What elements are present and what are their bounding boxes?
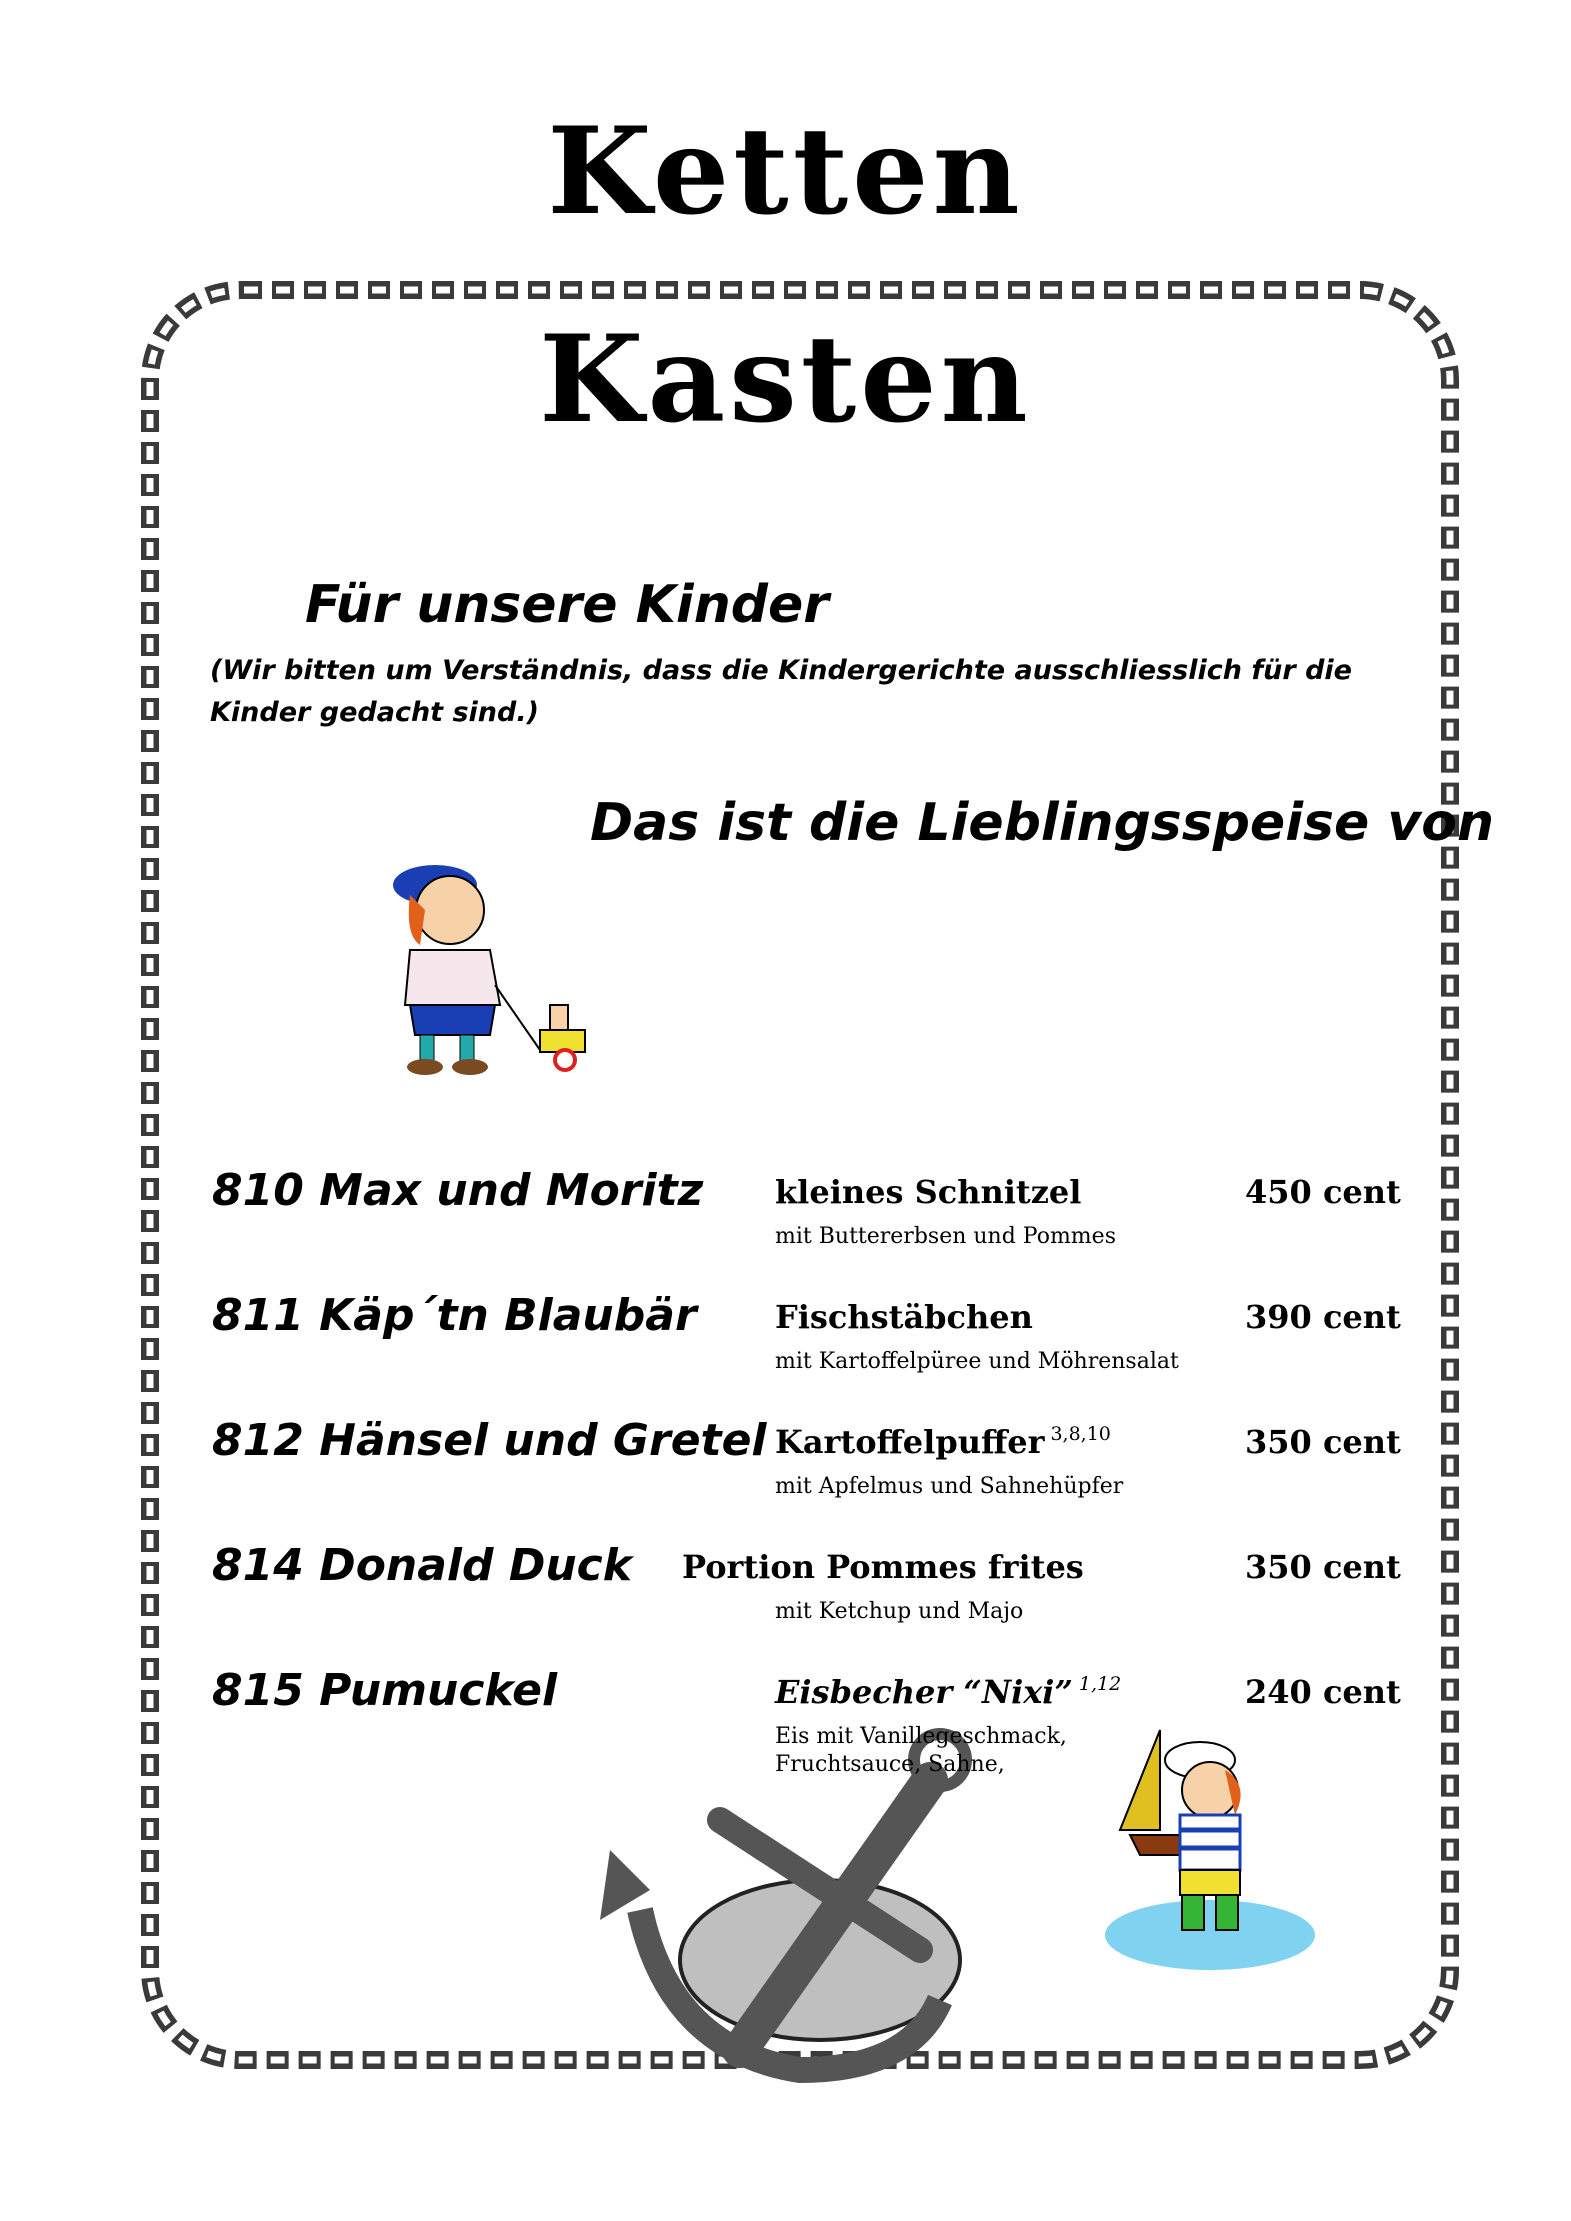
sailor-child-boat-illustration (1100, 1720, 1330, 1980)
section-heading: Für unsere Kinder (305, 575, 829, 635)
menu-item-814 (0, 1540, 1571, 1660)
menu-item-price: 350 cent (1245, 1423, 1401, 1461)
menu-item-name: 814 Donald Duck (212, 1540, 633, 1591)
menu-item-dish: Kartoffelpuffer $^{3,8,10}$ (775, 1423, 1111, 1461)
menu-item-name: 812 Hänsel und Gretel (212, 1415, 767, 1466)
menu-item-810 (0, 1165, 1571, 1285)
allergen-codes: 3,8,10 (1050, 1423, 1111, 1445)
menu-item-dish: Portion Pommes frites (682, 1548, 1084, 1586)
menu-item-811 (0, 1290, 1571, 1410)
menu-item-812 (0, 1415, 1571, 1535)
menu-item-price: 350 cent (1245, 1548, 1401, 1586)
menu-item-price: 390 cent (1245, 1298, 1401, 1336)
menu-item-dish: kleines Schnitzel (775, 1173, 1082, 1211)
menu-item-name: 815 Pumuckel (212, 1665, 558, 1716)
menu-item-name: 810 Max und Moritz (212, 1165, 704, 1216)
allergen-codes: 1,12 (1078, 1673, 1122, 1695)
menu-item-detail: Eis mit Vanillegeschmack, Fruchtsauce, Sahne, (775, 1724, 1067, 1777)
menu-item-detail: mit Apfelmus und Sahnehüpfer (775, 1474, 1124, 1499)
menu-item-price: 450 cent (1245, 1173, 1401, 1211)
menu-item-detail: mit Ketchup und Majo (775, 1599, 1024, 1624)
subheading: Das ist die Lieblingsspeise von (590, 793, 1494, 853)
kids-notice: (Wir bitten um Verständnis, dass die Kindergerichte ausschliesslich für die Kinder gedacht sind.) (210, 655, 1352, 728)
title-kasten: Kasten (539, 309, 1032, 450)
menu-item-dish: Fischstäbchen (775, 1298, 1033, 1336)
title-ketten: Ketten (547, 101, 1024, 242)
sailor-boy-illustration (365, 855, 595, 1085)
menu-item-name: 811 Käp´tn Blaubär (212, 1290, 697, 1341)
menu-item-815 (0, 1665, 1571, 1785)
menu-item-price: 240 cent (1245, 1673, 1401, 1711)
menu-item-detail: mit Buttererbsen und Pommes (775, 1224, 1116, 1249)
menu-item-dish: Eisbecher “Nixi” $^{1,12}$ (775, 1673, 1122, 1711)
menu-item-detail: mit Kartoffelpüree und Möhrensalat (775, 1349, 1179, 1374)
